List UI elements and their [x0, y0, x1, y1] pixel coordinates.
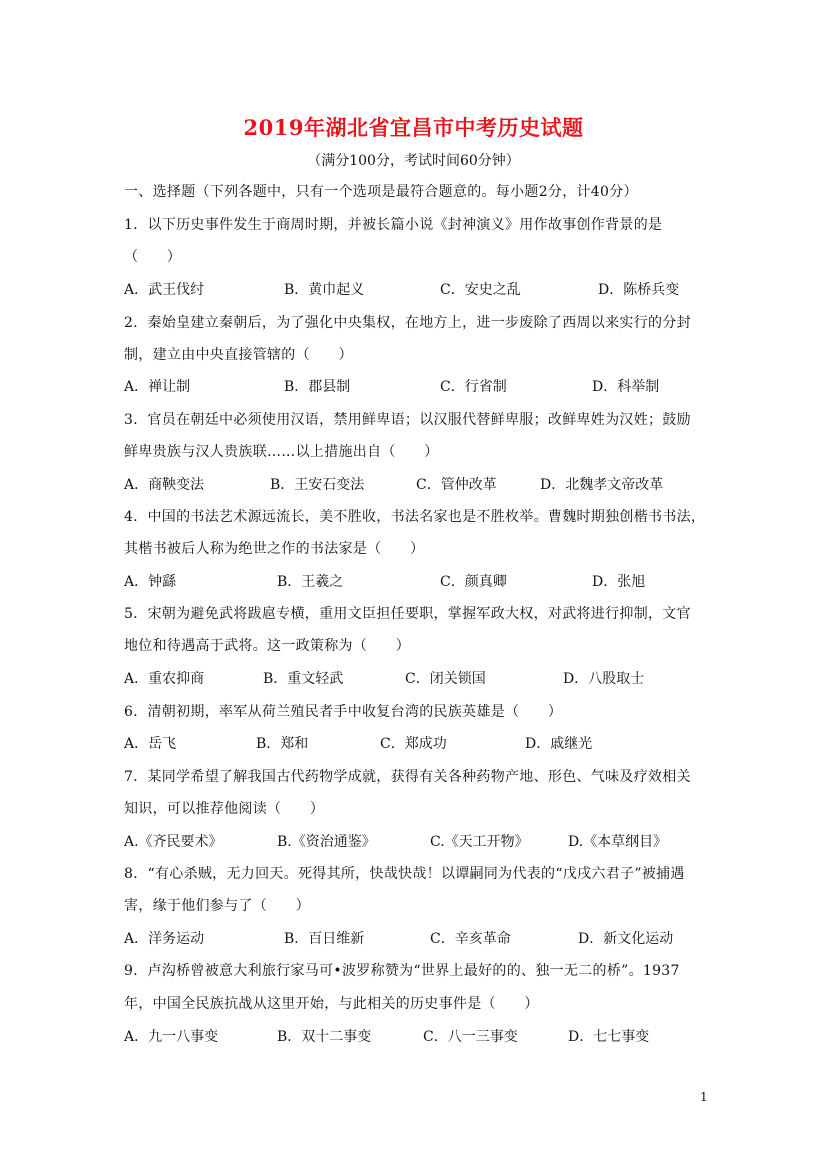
question-4-option-c: C．颜真卿	[440, 574, 507, 590]
question-9-option-c: C．八一三事变	[423, 1029, 518, 1045]
page-title: 2019年湖北省宜昌市中考历史试题	[243, 115, 584, 140]
question-4-option-b: B．王羲之	[277, 574, 344, 590]
question-2-option-a: A．禅让制	[124, 379, 191, 395]
question-1-option-c: C．安史之乱	[440, 282, 521, 298]
question-8-option-d: D．新文化运动	[578, 931, 674, 947]
question-7-option-b: B.《资治通鉴》	[277, 834, 376, 850]
question-3-option-a: A．商鞅变法	[124, 477, 205, 493]
question-6-line-1: 6．清朝初期，率军从荷兰殖民者手中收复台湾的民族英雄是（ ）	[124, 704, 563, 720]
question-5-option-a: A．重农抑商	[124, 671, 205, 687]
question-3-option-d: D．北魏孝文帝改革	[540, 477, 664, 493]
question-9-option-a: A．九一八事变	[124, 1029, 219, 1045]
question-9-option-b: B．双十二事变	[277, 1029, 372, 1045]
question-8-option-a: A．洋务运动	[124, 931, 205, 947]
question-7-option-a: A.《齐民要术》	[124, 834, 223, 850]
question-2-option-d: D．科举制	[592, 379, 660, 395]
question-8-line-2: 害，缘于他们参与了（ ）	[124, 898, 310, 914]
question-2-line-2: 制，建立由中央直接管辖的（ ）	[124, 347, 353, 363]
question-5-option-d: D．八股取士	[563, 671, 645, 687]
question-1-line-1: 1．以下历史事件发生于商周时期，并被长篇小说《封神演义》用作故事创作背景的是	[124, 217, 663, 233]
question-2-option-c: C．行省制	[440, 379, 507, 395]
question-3-line-2: 鲜卑贵族与汉人贵族联……以上措施出自（ ）	[124, 444, 439, 460]
question-5-option-c: C．闭关锁国	[405, 671, 486, 687]
question-7-line-1: 7．某同学希望了解我国古代药物学成就，获得有关各种药物产地、形色、气味及疗效相关	[124, 769, 691, 785]
question-5-line-2: 地位和待遇高于武将。这一政策称为（ ）	[124, 638, 410, 654]
question-9-line-1: 9．卢沟桥曾被意大利旅行家马可•波罗称赞为“世界上最好的的、独一无二的桥”。1937	[124, 963, 680, 979]
question-1-option-a: A．武王伐纣	[124, 282, 205, 298]
question-5-option-b: B．重文轻武	[263, 671, 344, 687]
page-number: 1	[700, 1090, 708, 1104]
question-2-line-1: 2．秦始皇建立秦朝后，为了强化中央集权，在地方上，进一步废除了西周以来实行的分封	[124, 315, 691, 331]
question-1-option-d: D．陈桥兵变	[598, 282, 680, 298]
question-8-option-b: B．百日维新	[284, 931, 365, 947]
question-6-option-b: B．郑和	[256, 736, 309, 752]
question-4-line-1: 4．中国的书法艺术源远流长，美不胜收，书法名家也是不胜枚举。曹魏时期独创楷书书法，	[124, 509, 706, 525]
question-3-line-1: 3．官员在朝廷中必须使用汉语，禁用鲜卑语；以汉服代替鲜卑服；改鲜卑姓为汉姓；鼓励	[124, 412, 691, 428]
question-9-option-d: D．七七事变	[568, 1029, 650, 1045]
question-3-option-c: C．管仲改革	[416, 477, 497, 493]
question-6-option-a: A．岳飞	[124, 736, 177, 752]
question-7-option-d: D.《本草纲目》	[568, 834, 668, 850]
question-8-line-1: 8．“有心杀贼，无力回天。死得其所，快哉快哉！以谭嗣同为代表的“戊戌六君子”被捕遇	[124, 866, 685, 882]
question-9-line-2: 年，中国全民族抗战从这里开始，与此相关的历史事件是（ ）	[124, 996, 539, 1012]
question-8-option-c: C．辛亥革命	[430, 931, 511, 947]
question-2-option-b: B．郡县制	[284, 379, 351, 395]
exam-subtitle: （满分100分，考试时间60分钟）	[307, 153, 520, 169]
question-3-option-b: B．王安石变法	[270, 477, 365, 493]
question-4-option-a: A．钟繇	[124, 574, 177, 590]
question-1-line-2: （ ）	[124, 249, 182, 265]
question-4-option-d: D．张旭	[592, 574, 646, 590]
question-6-option-c: C．郑成功	[380, 736, 447, 752]
question-1-option-b: B．黄巾起义	[284, 282, 365, 298]
question-4-line-2: 其楷书被后人称为绝世之作的书法家是（ ）	[124, 541, 425, 557]
question-6-option-d: D．戚继光	[525, 736, 593, 752]
question-7-line-2: 知识，可以推荐他阅读（ ）	[124, 801, 325, 817]
section-heading: 一、选择题（下列各题中，只有一个选项是最符合题意的。每小题2分，计40分）	[124, 184, 638, 200]
question-7-option-c: C.《天工开物》	[430, 834, 529, 850]
question-5-line-1: 5．宋朝为避免武将跋扈专横，重用文臣担任要职，掌握军政大权，对武将进行抑制，文官	[124, 606, 691, 622]
